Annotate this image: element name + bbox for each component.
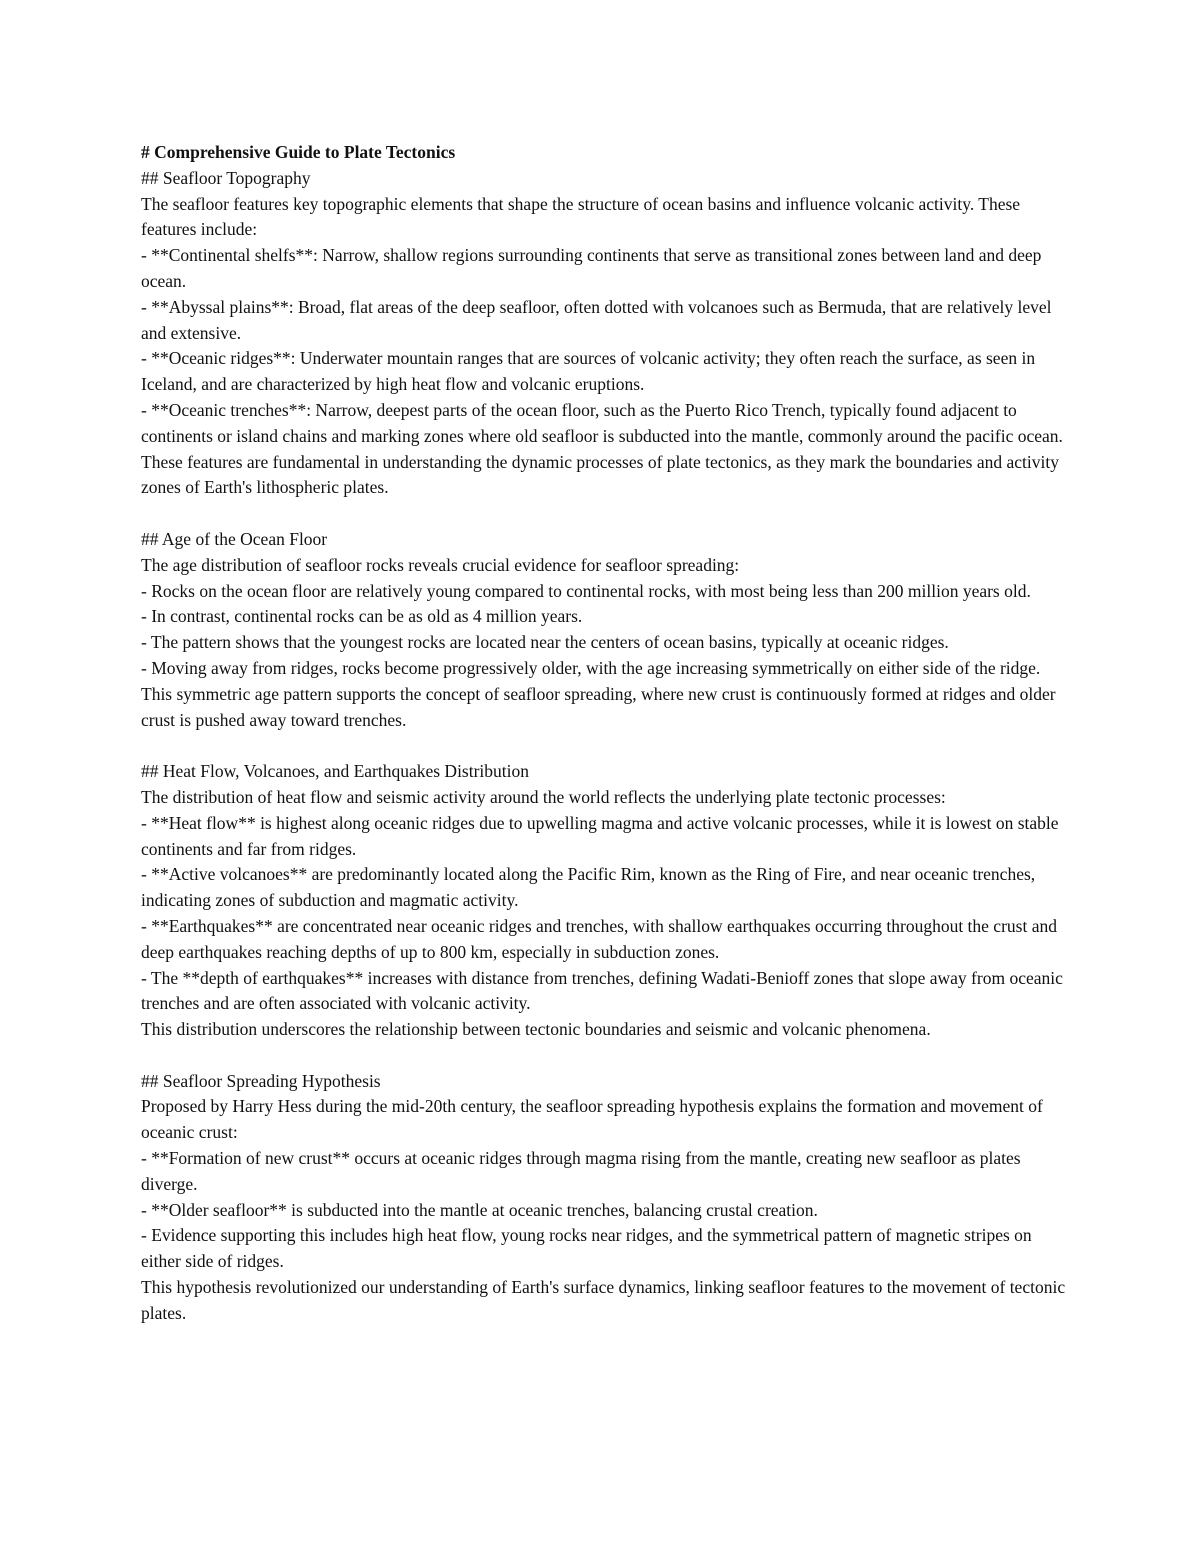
bullet-item: - **Continental shelfs**: Narrow, shallow regions surrounding continents that serve as transitional zones between land and deep ocean. <box>141 245 1042 291</box>
bullet-item: - **Abyssal plains**: Broad, flat areas of the deep seafloor, often dotted with volcanoes such as Bermuda, that are relatively level and extensive. <box>141 296 1052 343</box>
paragraph: This hypothesis revolutionized our understanding of Earth's surface dynamics, linking seafloor features to the movement of tectonic plates. <box>141 1277 1066 1323</box>
bullet-item: - **Formation of new crust** occurs at oceanic ridges through magma rising from the mantle, creating new seafloor as plates diverge. <box>141 1148 1021 1194</box>
section-heading: ## Heat Flow, Volcanoes, and Earthquakes Distribution <box>141 761 530 782</box>
bullet-item: - Moving away from ridges, rocks become progressively older, with the age increasing symmetrically on either side of the ridge. <box>141 657 1041 678</box>
paragraph: Proposed by Harry Hess during the mid-20th century, the seafloor spreading hypothesis explains the formation and movement of oceanic crust: <box>141 1096 1043 1143</box>
section-spacer <box>141 501 1071 527</box>
bullet-item: - The pattern shows that the youngest rocks are located near the centers of ocean basins, typically at oceanic ridges. <box>141 632 949 653</box>
paragraph: The distribution of heat flow and seismic activity around the world reflects the underlying plate tectonic processes: <box>141 786 946 807</box>
bullet-item: - Evidence supporting this includes high heat flow, young rocks near ridges, and the symmetrical pattern of magnetic stripes on either side of ridges. <box>141 1225 1032 1272</box>
section-spacer <box>141 733 1071 759</box>
bullet-item: - **Oceanic trenches**: Narrow, deepest parts of the ocean floor, such as the Puerto Rico Trench, typically found adjacent to continents or island chains and marking zones where old seafloor is subducted into the mantle, commonly around the pacific ocean. <box>141 399 1063 446</box>
section-seafloor-topography <box>141 166 1071 501</box>
paragraph: The age distribution of seafloor rocks reveals crucial evidence for seafloor spreading: <box>141 554 740 575</box>
paragraph: The seafloor features key topographic elements that shape the structure of ocean basins and influence volcanic activity. These features include: <box>141 193 1021 240</box>
section-seafloor-spreading-hypothesis <box>141 1069 1071 1327</box>
bullet-item: - In contrast, continental rocks can be as old as 4 million years. <box>141 606 583 627</box>
section-spacer <box>141 1043 1071 1069</box>
bullet-item: - Rocks on the ocean floor are relatively young compared to continental rocks, with most being less than 200 million years old. <box>141 580 1031 601</box>
bullet-item: - **Older seafloor** is subducted into the mantle at oceanic trenches, balancing crustal creation. <box>141 1199 818 1220</box>
document-title: # Comprehensive Guide to Plate Tectonics <box>141 142 456 162</box>
section-heading: ## Seafloor Spreading Hypothesis <box>141 1070 381 1091</box>
paragraph: This symmetric age pattern supports the concept of seafloor spreading, where new crust is continuously formed at ridges and older crust is pushed away toward trenches. <box>141 683 1056 730</box>
paragraph: These features are fundamental in understanding the dynamic processes of plate tectonics, as they mark the boundaries and activity zones of Earth's lithospheric plates. <box>141 451 1059 498</box>
bullet-item: - **Active volcanoes** are predominantly located along the Pacific Rim, known as the Ring of Fire, and near oceanic trenches, indicating zones of subduction and magmatic activity. <box>141 864 1036 911</box>
bullet-item: - **Heat flow** is highest along oceanic ridges due to upwelling magma and active volcanic processes, while it is lowest on stable continents and far from ridges. <box>141 812 1059 859</box>
document-page <box>141 140 1071 1327</box>
paragraph: This distribution underscores the relationship between tectonic boundaries and seismic and volcanic phenomena. <box>141 1019 931 1040</box>
section-age-of-ocean-floor <box>141 527 1071 733</box>
bullet-item: - The **depth of earthquakes** increases with distance from trenches, defining Wadati-Benioff zones that slope away from oceanic trenches and are often associated with volcanic activity. <box>141 967 1063 1014</box>
bullet-item: - **Oceanic ridges**: Underwater mountain ranges that are sources of volcanic activity; they often reach the surface, as seen in Iceland, and are characterized by high heat flow and volcanic eruptions. <box>141 348 1036 395</box>
section-heading: ## Seafloor Topography <box>141 167 311 188</box>
bullet-item: - **Earthquakes** are concentrated near oceanic ridges and trenches, with shallow earthquakes occurring throughout the crust and deep earthquakes reaching depths of up to 800 km, especially in subduction zones. <box>141 915 1057 962</box>
section-heat-flow-volcanoes-earthquakes <box>141 759 1071 1043</box>
section-heading: ## Age of the Ocean Floor <box>141 528 328 549</box>
